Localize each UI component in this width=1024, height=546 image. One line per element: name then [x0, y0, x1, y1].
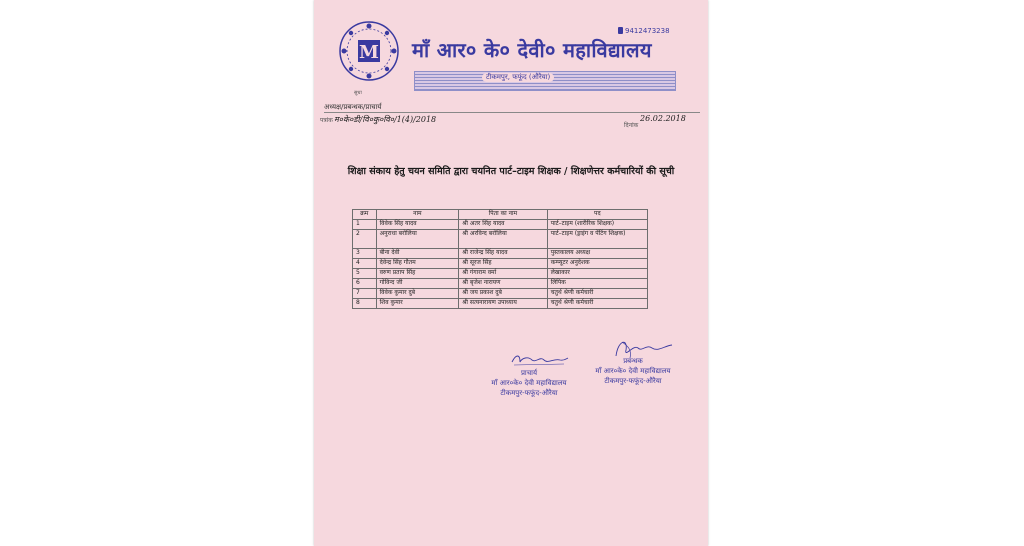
cell-post: कम्प्यूटर अनुदेशक — [547, 259, 647, 269]
phone-text: 9412473238 — [625, 27, 670, 35]
cell-father-name: श्री अतर सिंह यादव — [459, 220, 548, 230]
cell-name: देवेन्द्र सिंह गौतम — [376, 259, 459, 269]
table-row — [353, 259, 648, 269]
cell-post: चतुर्थ श्रेणी कर्मचारी — [547, 289, 647, 299]
principal-stamp — [474, 368, 584, 398]
cell-serial: 3 — [353, 249, 377, 259]
table-row — [353, 269, 648, 279]
principal-title: प्राचार्य — [520, 369, 538, 377]
letterhead-divider — [324, 112, 700, 113]
table-row — [353, 279, 648, 289]
college-address: टीकमपुर, फफूंद (औरैया) — [482, 73, 554, 82]
cell-father-name: श्री बृजेश नारायण — [459, 279, 548, 289]
staff-list-table — [352, 209, 648, 309]
cell-name: अनुराधा बरोलिया — [376, 230, 459, 249]
header-serial: क्रम — [353, 210, 377, 220]
phone-icon — [618, 27, 623, 34]
cell-serial: 4 — [353, 259, 377, 269]
cell-serial: 2 — [353, 230, 377, 249]
college-seal-logo — [338, 20, 400, 82]
cell-name: शिव कुमार — [376, 299, 459, 309]
seal-letter: M — [359, 42, 379, 63]
date-label: दिनांक — [624, 122, 639, 129]
cell-father-name: श्री सत्यनारायण उपाध्याय — [459, 299, 548, 309]
cell-serial: 6 — [353, 279, 377, 289]
date-value: 26.02.2018 — [640, 114, 686, 123]
phone-number — [618, 27, 670, 35]
cell-name: विवेक कुमार दुबे — [376, 289, 459, 299]
cell-serial: 5 — [353, 269, 377, 279]
table-row — [353, 289, 648, 299]
cell-name: बीना देवी — [376, 249, 459, 259]
cell-father-name: श्री अरविन्द बरोलिया — [459, 230, 548, 249]
manager-stamp — [578, 356, 688, 386]
header-post: पद — [547, 210, 647, 220]
header-father-name: पिता का नाम — [459, 210, 548, 220]
cell-father-name: श्री राजेन्द्र सिंह यादव — [459, 249, 548, 259]
table-row — [353, 230, 648, 249]
cell-name: गोविन्द जी — [376, 279, 459, 289]
cell-father-name: श्री सूरज सिंह — [459, 259, 548, 269]
cell-father-name: श्री गंगाराम वर्मा — [459, 269, 548, 279]
patrank-label: पत्रांक — [320, 117, 333, 124]
document-heading: शिक्षा संकाय हेतु चयन समिति द्वारा चयनित पार्ट–टाइम शिक्षक / शिक्षणेत्तर कर्मचारियों की सूची — [347, 166, 675, 177]
document-page — [314, 0, 708, 546]
cell-post: लिपिक — [547, 279, 647, 289]
cell-post: लेखाकार — [547, 269, 647, 279]
seal-caption: सुधा — [354, 90, 362, 96]
manager-college: माँ आर०के० देवी महाविद्यालय — [595, 367, 671, 375]
cell-name: विवेक सिंह यादव — [376, 220, 459, 230]
cell-post: पार्ट–टाइम (ड्राइंग व पेंटिंग शिक्षक) — [547, 230, 647, 249]
cell-serial: 8 — [353, 299, 377, 309]
table-row — [353, 249, 648, 259]
manager-title: प्रबन्धक — [623, 357, 643, 365]
cell-serial: 7 — [353, 289, 377, 299]
patrank-value: म०के०डी/वि०कु०वि०/1(4)/2018 — [334, 115, 437, 124]
cell-name: वरुण प्रताप सिंह — [376, 269, 459, 279]
header-name: नाम — [376, 210, 459, 220]
cell-post: पार्ट–टाइम (शारीरिक शिक्षक) — [547, 220, 647, 230]
college-name: माँ आर० के० देवी० महाविद्यालय — [412, 38, 652, 62]
principal-signature — [508, 350, 572, 368]
reference-label: अध्यक्ष/प्रबन्धक/प्राचार्य — [324, 103, 382, 111]
cell-post: पुस्तकालय अध्यक्ष — [547, 249, 647, 259]
cell-post: चतुर्थ श्रेणी कर्मचारी — [547, 299, 647, 309]
cell-serial: 1 — [353, 220, 377, 230]
cell-father-name: श्री जय प्रकाश दुबे — [459, 289, 548, 299]
table-header-row — [353, 210, 648, 220]
table-row — [353, 220, 648, 230]
principal-address: टीकमपुर-फफूंद-औरैया — [500, 389, 558, 397]
principal-college: माँ आर०के० देवी महाविद्यालय — [491, 379, 567, 387]
manager-address: टीकमपुर-फफूंद-औरैया — [604, 377, 662, 385]
table-row — [353, 299, 648, 309]
